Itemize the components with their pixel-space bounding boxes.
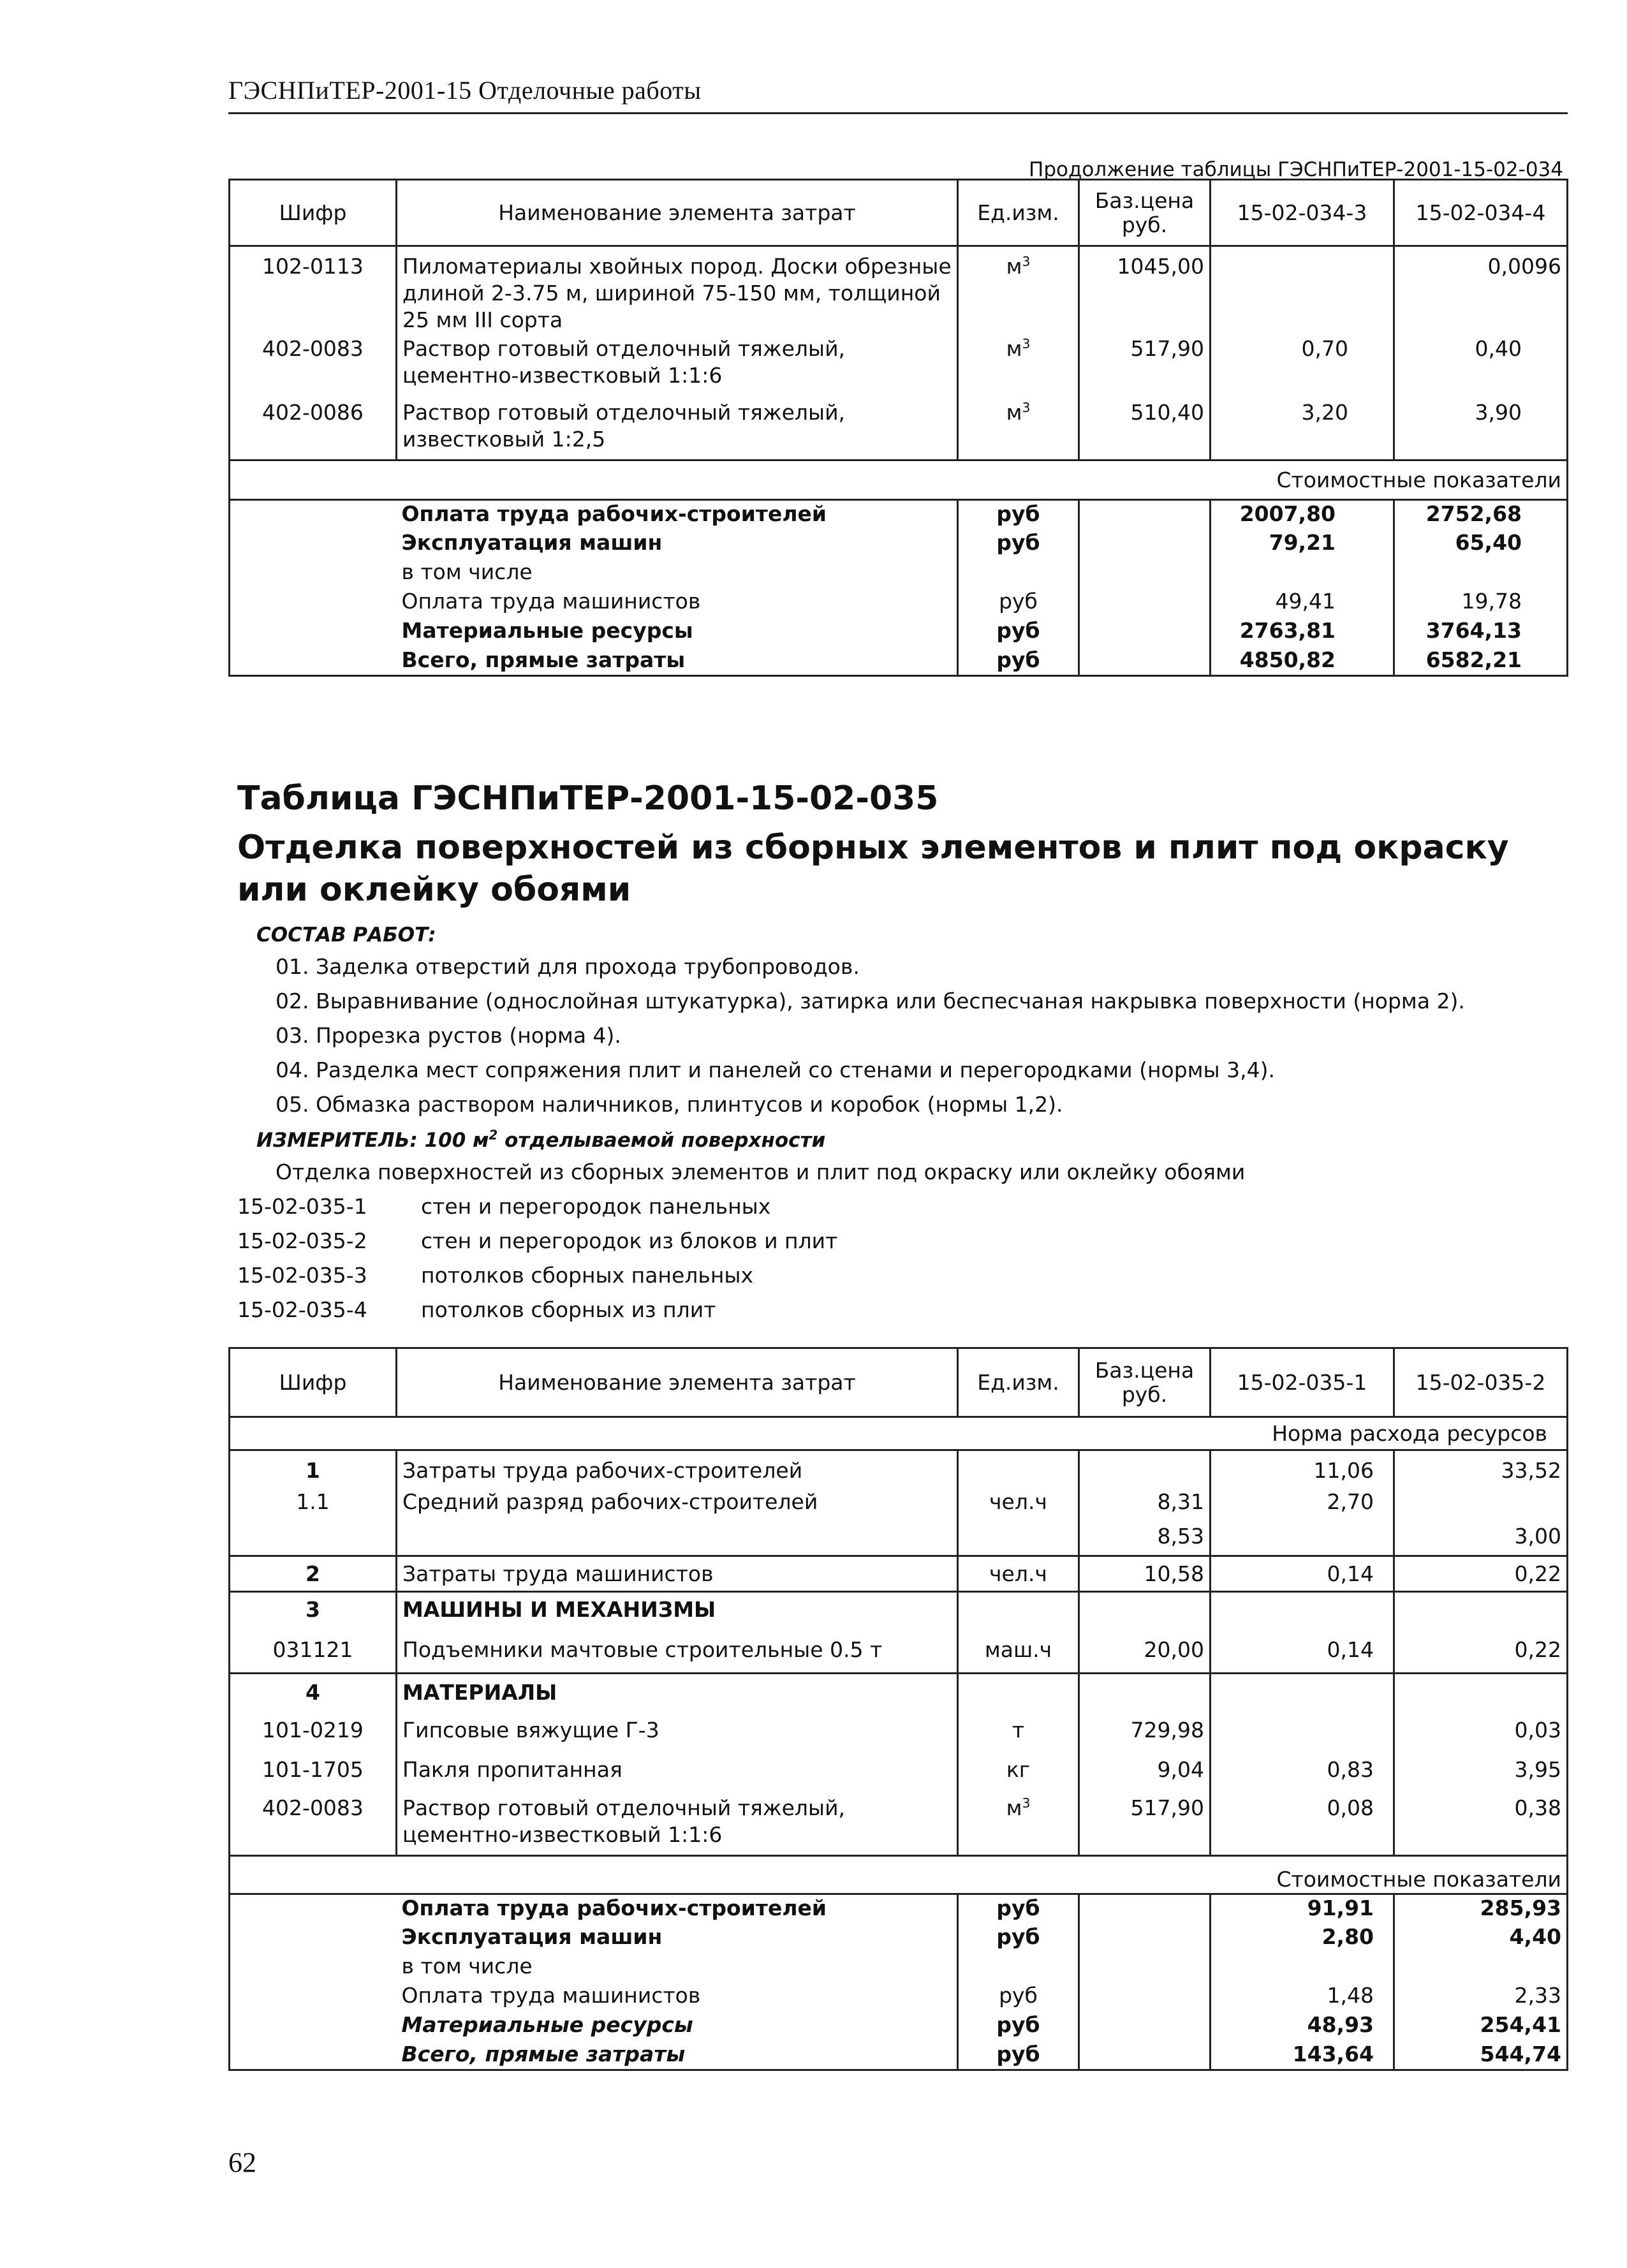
cost-unit: руб bbox=[958, 617, 1079, 647]
row-price: 20,00 bbox=[1079, 1628, 1211, 1674]
row-code: 4 bbox=[230, 1674, 397, 1712]
cost-value-2: 544,74 bbox=[1394, 2041, 1568, 2070]
cost-value-2 bbox=[1394, 559, 1568, 588]
page-number: 62 bbox=[228, 2147, 256, 2178]
cost-value-1: 48,93 bbox=[1211, 2012, 1394, 2041]
table-row bbox=[230, 399, 1568, 460]
cost-name: Всего, прямые затраты bbox=[397, 2041, 958, 2070]
cost-value-1: 143,64 bbox=[1211, 2041, 1394, 2070]
cost-unit: руб bbox=[958, 1894, 1079, 1924]
row-code: 2 bbox=[230, 1556, 397, 1592]
table-header-row bbox=[230, 1348, 1568, 1417]
cost-section-row bbox=[230, 1856, 1568, 1894]
work-item: 05. Обмазка раствором наличников, плинтусов и коробок (нормы 1,2). bbox=[276, 1092, 1063, 1117]
row-name: Раствор готовый отделочный тяжелый, цементно-известковый 1:1:6 bbox=[397, 1791, 958, 1856]
row-code: 031121 bbox=[230, 1628, 397, 1674]
cost-row bbox=[230, 2012, 1568, 2041]
cost-row bbox=[230, 617, 1568, 647]
col-header-name: Наименование элемента затрат bbox=[397, 180, 958, 246]
work-item: 02. Выравнивание (однослойная штукатурка), затирка или беспесчаная накрывка поверхности (норма 2). bbox=[276, 989, 1465, 1013]
cost-row bbox=[230, 588, 1568, 617]
norm-section-row bbox=[230, 1417, 1568, 1450]
cost-unit: руб bbox=[958, 1924, 1079, 1953]
row-code bbox=[230, 1523, 397, 1556]
row-value-1: 11,06 bbox=[1211, 1450, 1394, 1489]
cost-row bbox=[230, 2041, 1568, 2070]
cost-name: Всего, прямые затраты bbox=[397, 647, 958, 676]
col-header-norm-3: 15-02-034-3 bbox=[1211, 180, 1394, 246]
work-item: 01. Заделка отверстий для прохода трубопроводов. bbox=[276, 954, 860, 979]
row-code: 1.1 bbox=[230, 1489, 397, 1523]
row-name: Пакля пропитанная bbox=[397, 1751, 958, 1791]
table-15-02-034 bbox=[228, 179, 1568, 677]
row-value-1: 0,08 bbox=[1211, 1791, 1394, 1856]
cost-value-1: 2,80 bbox=[1211, 1924, 1394, 1953]
cost-value-1: 49,41 bbox=[1211, 588, 1394, 617]
row-code: 1 bbox=[230, 1450, 397, 1489]
col-header-unit: Ед.изм. bbox=[958, 1348, 1079, 1417]
cost-unit: руб bbox=[958, 529, 1079, 559]
cost-unit: руб bbox=[958, 1982, 1079, 2012]
cost-row bbox=[230, 1953, 1568, 1982]
col-header-norm-2: 15-02-035-2 bbox=[1394, 1348, 1568, 1417]
norm-code: 15-02-035-1 bbox=[237, 1194, 367, 1219]
cost-value-1: 91,91 bbox=[1211, 1894, 1394, 1924]
col-header-price: Баз.цена руб. bbox=[1079, 1348, 1211, 1417]
group-title: Отделка поверхностей из сборных элементов и плит под окраску или оклейку обоями bbox=[276, 1160, 1246, 1184]
row-value-2: 0,03 bbox=[1394, 1712, 1568, 1751]
cost-value-2: 254,41 bbox=[1394, 2012, 1568, 2041]
cost-section-label: Стоимостные показатели bbox=[230, 460, 1568, 500]
cost-row bbox=[230, 500, 1568, 529]
row-name: Затраты труда машинистов bbox=[397, 1556, 958, 1592]
row-value-2 bbox=[1394, 1674, 1568, 1712]
row-value-1 bbox=[1211, 1592, 1394, 1628]
cost-value-2 bbox=[1394, 1953, 1568, 1982]
table-title: Таблица ГЭСНПиТЕР-2001-15-02-035 bbox=[237, 779, 939, 818]
cost-name: Оплата труда рабочих-строителей bbox=[397, 500, 958, 529]
cost-value-2: 2752,68 bbox=[1394, 500, 1568, 529]
row-value-1 bbox=[1211, 1674, 1394, 1712]
row-value-2: 0,38 bbox=[1394, 1791, 1568, 1856]
row-unit: чел.ч bbox=[958, 1556, 1079, 1592]
continuation-note: Продолжение таблицы ГЭСНПиТЕР-2001-15-02-034 bbox=[1029, 158, 1563, 181]
col-header-unit: Ед.изм. bbox=[958, 180, 1079, 246]
row-code: 402-0083 bbox=[230, 335, 397, 399]
table-row bbox=[230, 335, 1568, 399]
row-price: 729,98 bbox=[1079, 1712, 1211, 1751]
table-row bbox=[230, 1592, 1568, 1628]
col-header-name: Наименование элемента затрат bbox=[397, 1348, 958, 1417]
row-value-2 bbox=[1394, 1489, 1568, 1523]
row-unit: маш.ч bbox=[958, 1628, 1079, 1674]
table-row bbox=[230, 246, 1568, 335]
row-value-2: 0,22 bbox=[1394, 1556, 1568, 1592]
row-unit bbox=[958, 1592, 1079, 1628]
cost-name: в том числе bbox=[397, 1953, 958, 1982]
running-header: ГЭСНПиТЕР-2001-15 Отделочные работы bbox=[228, 76, 702, 105]
row-name bbox=[397, 1523, 958, 1556]
norm-section-label: Норма расхода ресурсов bbox=[230, 1417, 1568, 1450]
cost-value-1: 2007,80 bbox=[1211, 500, 1394, 529]
cost-value-1: 1,48 bbox=[1211, 1982, 1394, 2012]
cost-value-2: 285,93 bbox=[1394, 1894, 1568, 1924]
table-row bbox=[230, 1523, 1568, 1556]
cost-value-2: 2,33 bbox=[1394, 1982, 1568, 2012]
cost-unit: руб bbox=[958, 2041, 1079, 2070]
cost-value-2: 3764,13 bbox=[1394, 617, 1568, 647]
cost-name: в том числе bbox=[397, 559, 958, 588]
cost-unit: руб bbox=[958, 588, 1079, 617]
cost-value-2: 19,78 bbox=[1394, 588, 1568, 617]
row-unit bbox=[958, 1523, 1079, 1556]
cost-value-2: 6582,21 bbox=[1394, 647, 1568, 676]
row-code: 402-0086 bbox=[230, 399, 397, 460]
row-name: Средний разряд рабочих-строителей bbox=[397, 1489, 958, 1523]
measure-value: 100 м bbox=[424, 1129, 489, 1152]
row-value-1: 2,70 bbox=[1211, 1489, 1394, 1523]
cost-section-label: Стоимостные показатели bbox=[230, 1856, 1568, 1894]
col-header-code: Шифр bbox=[230, 1348, 397, 1417]
cost-value-1: 4850,82 bbox=[1211, 647, 1394, 676]
norm-description: потолков сборных панельных bbox=[421, 1263, 753, 1288]
norm-description: стен и перегородок панельных bbox=[421, 1194, 771, 1219]
row-price: 510,40 bbox=[1079, 399, 1211, 460]
row-code: 102-0113 bbox=[230, 246, 397, 335]
cost-row bbox=[230, 559, 1568, 588]
cost-value-2: 65,40 bbox=[1394, 529, 1568, 559]
row-price: 8,53 bbox=[1079, 1523, 1211, 1556]
row-price: 517,90 bbox=[1079, 335, 1211, 399]
cost-value-1: 79,21 bbox=[1211, 529, 1394, 559]
row-price: 8,31 bbox=[1079, 1489, 1211, 1523]
row-value-1 bbox=[1211, 1712, 1394, 1751]
row-code: 402-0083 bbox=[230, 1791, 397, 1856]
table-row bbox=[230, 1489, 1568, 1523]
row-unit: $м^3$ bbox=[958, 246, 1079, 335]
row-unit bbox=[958, 1450, 1079, 1489]
row-unit: т bbox=[958, 1712, 1079, 1751]
table-row bbox=[230, 1674, 1568, 1712]
cost-value-1: 2763,81 bbox=[1211, 617, 1394, 647]
col-header-norm-4: 15-02-034-4 bbox=[1394, 180, 1568, 246]
row-name: МАШИНЫ И МЕХАНИЗМЫ bbox=[397, 1592, 958, 1628]
row-value-1 bbox=[1211, 1523, 1394, 1556]
cost-name: Эксплуатация машин bbox=[397, 529, 958, 559]
cost-unit: руб bbox=[958, 2012, 1079, 2041]
work-item: 03. Прорезка рустов (норма 4). bbox=[276, 1023, 621, 1048]
row-unit: кг bbox=[958, 1751, 1079, 1791]
row-value-1 bbox=[1211, 246, 1394, 335]
cost-unit bbox=[958, 1953, 1079, 1982]
row-value-2: 3,95 bbox=[1394, 1751, 1568, 1791]
table-15-02-035 bbox=[228, 1347, 1568, 2071]
cost-section-row bbox=[230, 460, 1568, 500]
row-name: Подъемники мачтовые строительные 0.5 т bbox=[397, 1628, 958, 1674]
row-value-2: 0,0096 bbox=[1394, 246, 1568, 335]
row-unit: $м^3$ bbox=[958, 1791, 1079, 1856]
row-unit bbox=[958, 1674, 1079, 1712]
cost-value-1 bbox=[1211, 559, 1394, 588]
row-value-2: 3,00 bbox=[1394, 1523, 1568, 1556]
table-row bbox=[230, 1751, 1568, 1791]
cost-row bbox=[230, 1982, 1568, 2012]
row-price: 1045,00 bbox=[1079, 246, 1211, 335]
header-rule bbox=[228, 112, 1568, 114]
cost-row bbox=[230, 1894, 1568, 1924]
row-price: 517,90 bbox=[1079, 1791, 1211, 1856]
norm-description: стен и перегородок из блоков и плит bbox=[421, 1228, 838, 1253]
cost-name: Материальные ресурсы bbox=[397, 617, 958, 647]
row-value-2: 33,52 bbox=[1394, 1450, 1568, 1489]
cost-row bbox=[230, 529, 1568, 559]
measure-label: ИЗМЕРИТЕЛЬ: bbox=[256, 1129, 418, 1152]
norm-description: потолков сборных из плит bbox=[421, 1297, 716, 1322]
table-header-row bbox=[230, 180, 1568, 246]
col-header-norm-1: 15-02-035-1 bbox=[1211, 1348, 1394, 1417]
row-unit: $м^3$ bbox=[958, 399, 1079, 460]
norm-code: 15-02-035-3 bbox=[237, 1263, 367, 1288]
row-price: 9,04 bbox=[1079, 1751, 1211, 1791]
cost-name: Эксплуатация машин bbox=[397, 1924, 958, 1953]
table-row bbox=[230, 1556, 1568, 1592]
row-price bbox=[1079, 1450, 1211, 1489]
cost-unit: руб bbox=[958, 500, 1079, 529]
row-value-2: 0,22 bbox=[1394, 1628, 1568, 1674]
cost-name: Оплата труда рабочих-строителей bbox=[397, 1894, 958, 1924]
row-value-2: 3,90 bbox=[1394, 399, 1568, 460]
col-header-code: Шифр bbox=[230, 180, 397, 246]
row-price bbox=[1079, 1592, 1211, 1628]
cost-name: Оплата труда машинистов bbox=[397, 588, 958, 617]
measure-line bbox=[256, 1129, 825, 1152]
cost-name: Оплата труда машинистов bbox=[397, 1982, 958, 2012]
table-row bbox=[230, 1450, 1568, 1489]
norm-code: 15-02-035-2 bbox=[237, 1228, 367, 1253]
cost-row bbox=[230, 647, 1568, 676]
row-value-1: 0,14 bbox=[1211, 1556, 1394, 1592]
col-header-price: Баз.цена руб. bbox=[1079, 180, 1211, 246]
row-name: Пиломатериалы хвойных пород. Доски обрезные длиной 2-3.75 м, шириной 75-150 мм, толщиной 25 мм III сорта bbox=[397, 246, 958, 335]
measure-sup: 2 bbox=[489, 1127, 498, 1143]
table-row bbox=[230, 1712, 1568, 1751]
cost-value-1 bbox=[1211, 1953, 1394, 1982]
row-value-1: 0,14 bbox=[1211, 1628, 1394, 1674]
table-subtitle: Отделка поверхностей из сборных элементов и плит под окраску или оклейку обоями bbox=[237, 828, 1509, 909]
row-name: МАТЕРИАЛЫ bbox=[397, 1674, 958, 1712]
composition-label: СОСТАВ РАБОТ: bbox=[256, 924, 436, 946]
cost-name: Материальные ресурсы bbox=[397, 2012, 958, 2041]
table-row bbox=[230, 1791, 1568, 1856]
work-item: 04. Разделка мест сопряжения плит и панелей со стенами и перегородками (нормы 3,4). bbox=[276, 1057, 1275, 1082]
cost-unit bbox=[958, 559, 1079, 588]
row-unit: $м^3$ bbox=[958, 335, 1079, 399]
row-code: 101-1705 bbox=[230, 1751, 397, 1791]
row-value-1: 0,83 bbox=[1211, 1751, 1394, 1791]
measure-description: отделываемой поверхности bbox=[504, 1129, 826, 1152]
row-price bbox=[1079, 1674, 1211, 1712]
row-price: 10,58 bbox=[1079, 1556, 1211, 1592]
row-value-1: 3,20 bbox=[1211, 399, 1394, 460]
row-unit: чел.ч bbox=[958, 1489, 1079, 1523]
row-value-1: 0,70 bbox=[1211, 335, 1394, 399]
cost-row bbox=[230, 1924, 1568, 1953]
row-name: Раствор готовый отделочный тяжелый, цементно-известковый 1:1:6 bbox=[397, 335, 958, 399]
cost-unit: руб bbox=[958, 647, 1079, 676]
norm-code: 15-02-035-4 bbox=[237, 1297, 367, 1322]
table-row bbox=[230, 1628, 1568, 1674]
row-name: Раствор готовый отделочный тяжелый, известковый 1:2,5 bbox=[397, 399, 958, 460]
cost-value-2: 4,40 bbox=[1394, 1924, 1568, 1953]
row-name: Гипсовые вяжущие Г-3 bbox=[397, 1712, 958, 1751]
row-value-2: 0,40 bbox=[1394, 335, 1568, 399]
row-value-2 bbox=[1394, 1592, 1568, 1628]
row-name: Затраты труда рабочих-строителей bbox=[397, 1450, 958, 1489]
row-code: 101-0219 bbox=[230, 1712, 397, 1751]
row-code: 3 bbox=[230, 1592, 397, 1628]
